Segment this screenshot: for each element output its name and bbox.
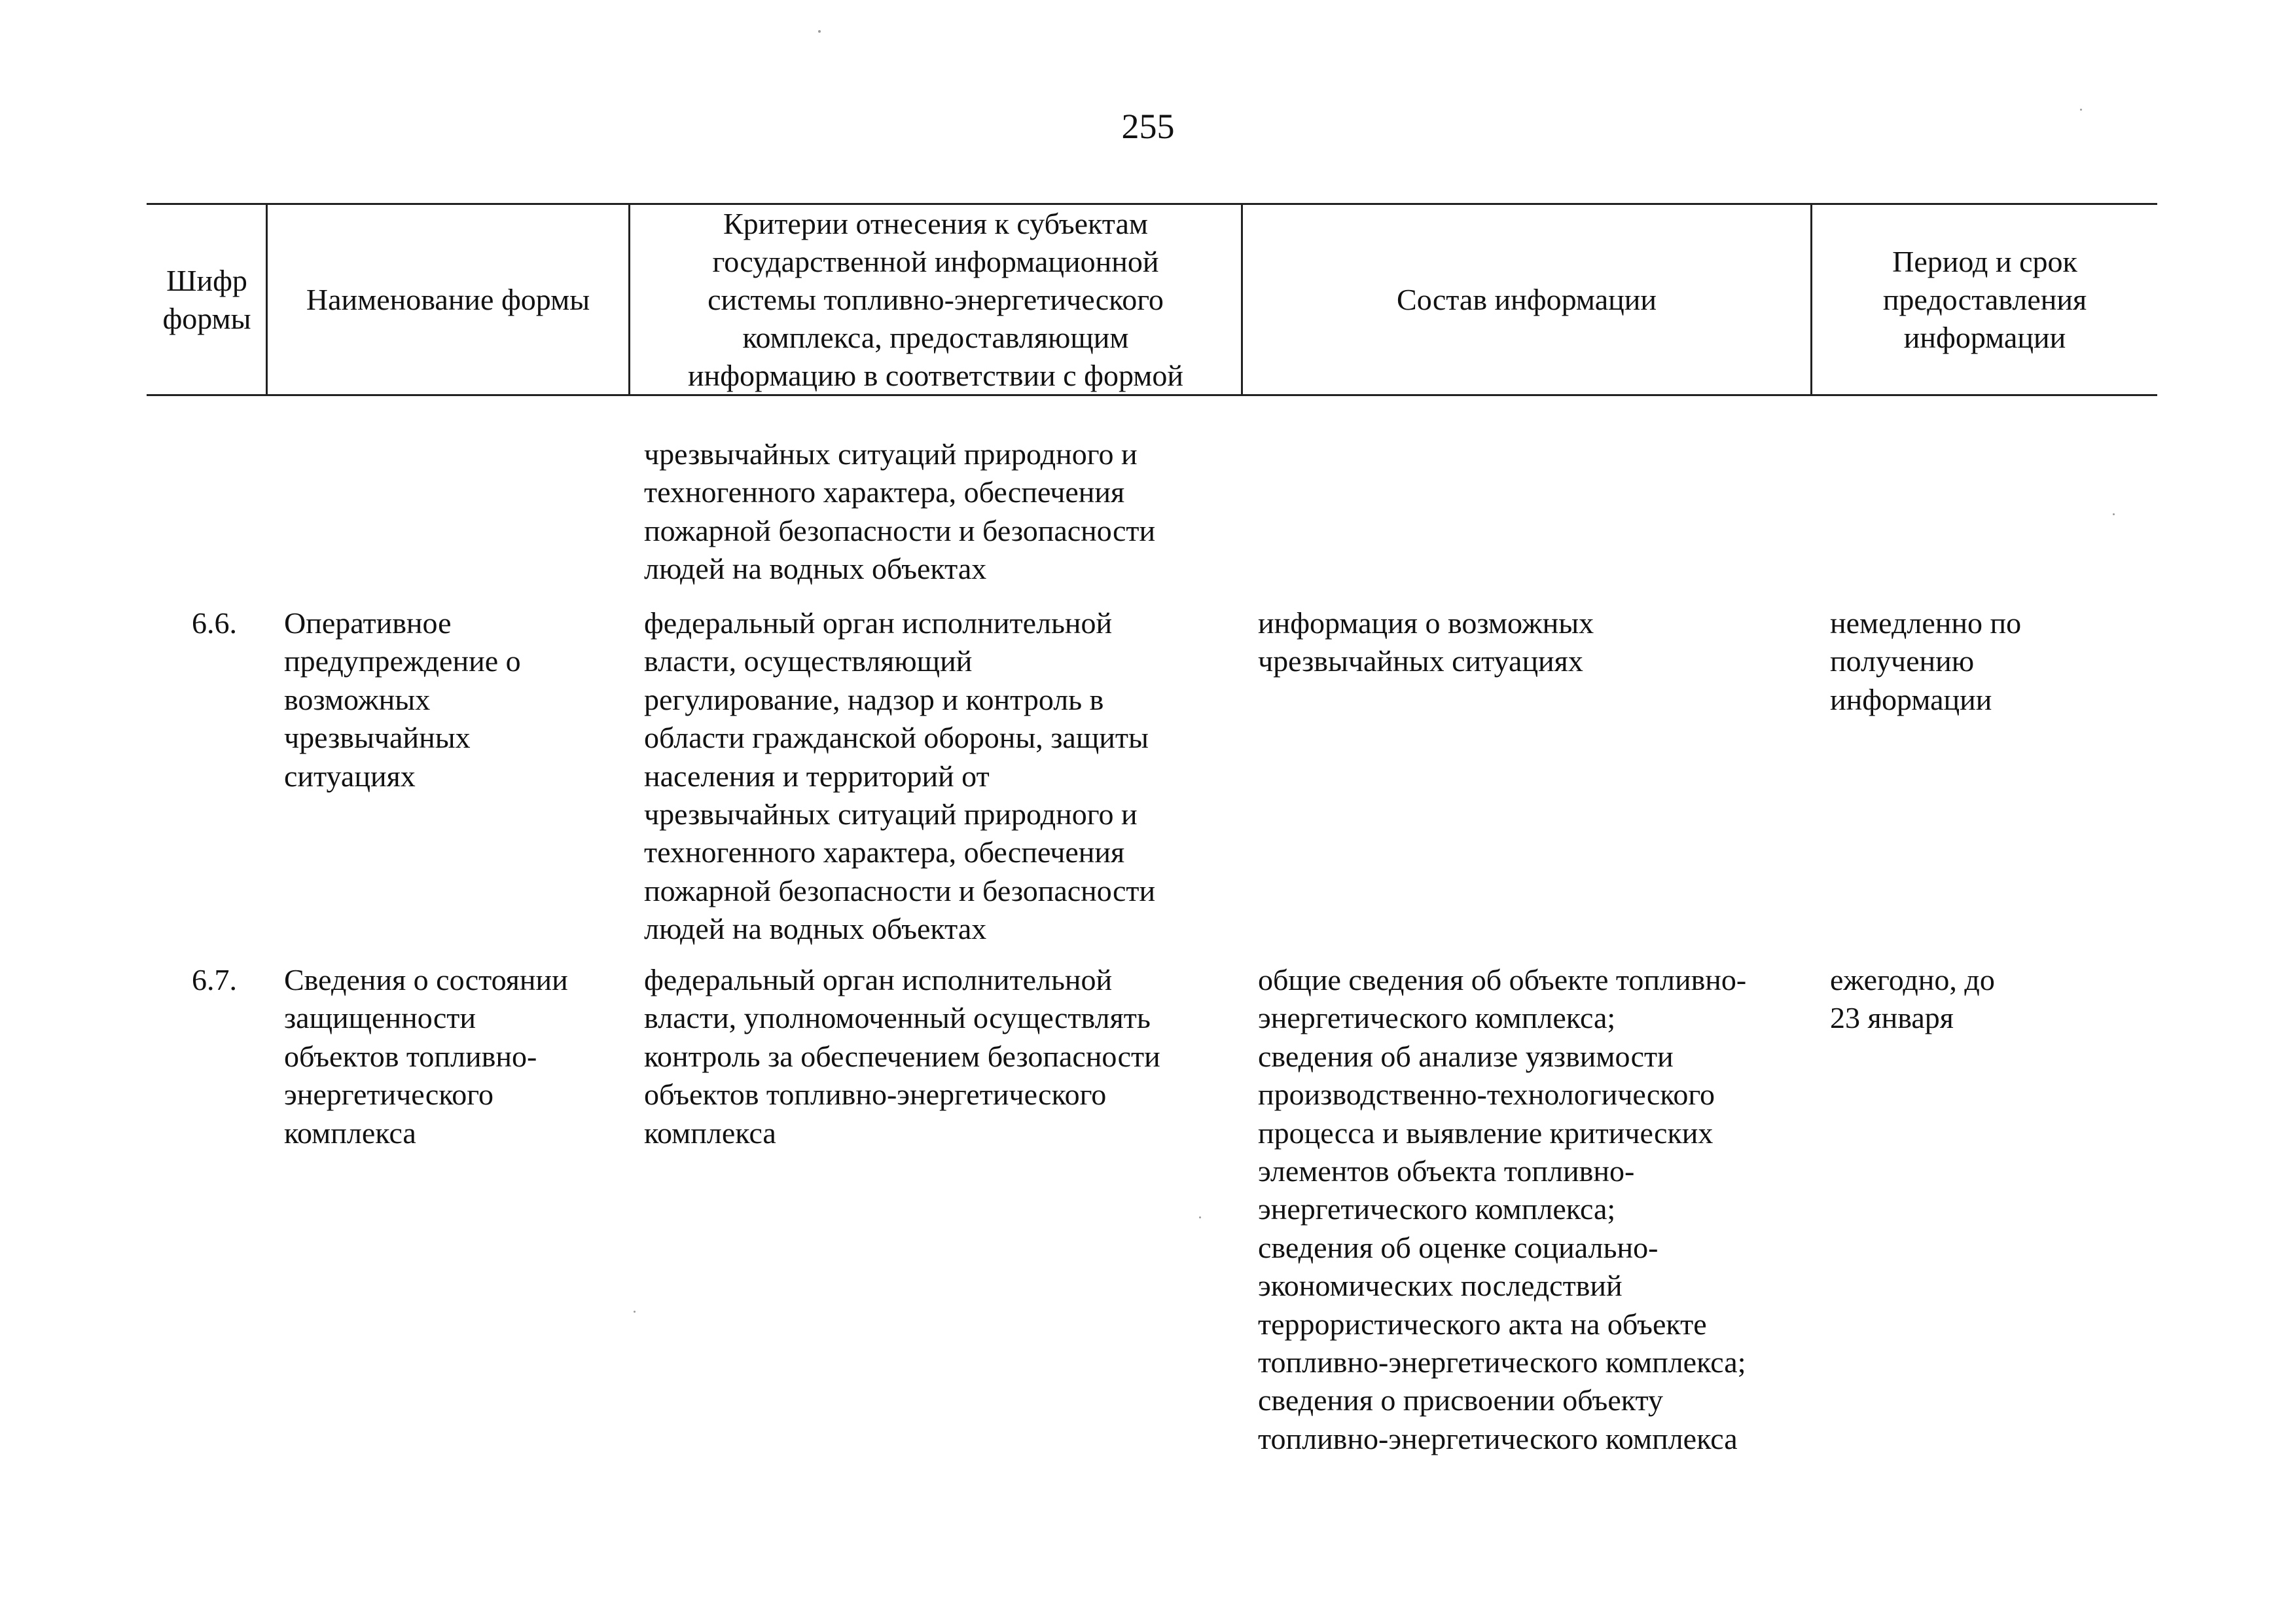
row-6-6-criteria: федеральный орган исполнительной власти, осуществляющий регулирование, надзор и контроль в области гражданской обороны, защиты населения и территорий от чрезвычайных ситуаций природного и техногенного характера, обеспечения пожарной безопасности и безопасности людей на водных объектах: [644, 606, 1156, 946]
row-6-6-form-name: Оперативное предупреждение о возможных чрезвычайных ситуациях: [284, 606, 521, 793]
row-6-6-information-content: информация о возможных чрезвычайных ситуациях: [1258, 606, 1594, 678]
header-form-name: Наименование формы: [306, 283, 590, 317]
row-6-7-code: 6.7.: [192, 963, 237, 996]
row-6-6-period: немедленно по получению информации: [1830, 606, 2022, 716]
page-number: 255: [1121, 107, 1175, 146]
scan-speck: [1199, 1216, 1201, 1218]
scan-speck: [818, 30, 821, 33]
row-6-7-form-name: Сведения о состоянии защищенности объектов топливно- энергетического комплекса: [284, 963, 568, 1150]
row-6-7-period: ежегодно, до 23 января: [1830, 963, 1995, 1035]
row-6-7-criteria: федеральный орган исполнительной власти, уполномоченный осуществлять контроль за обеспечением безопасности объектов топливно-энергетического комплекса: [644, 963, 1160, 1150]
scan-speck: [634, 1311, 636, 1313]
continuation-criteria: чрезвычайных ситуаций природного и техногенного характера, обеспечения пожарной безопасности и безопасности людей на водных объектах: [644, 437, 1156, 586]
header-criteria: Критерии отнесения к субъектам государственной информационной системы топливно-энергетического комплекса, предоставляющим информацию в соответствии с формой: [687, 207, 1184, 392]
row-6-7-information-content: общие сведения об объекте топливно- энергетического комплекса; сведения об анализе уязвимости производственно-технологического процесса и выявление критических элементов объекта топливно- энергетического комплекса; сведения об оценке социально- экономических последствий террористического акта на объекте топливно-энергетического комплекса; сведения о присвоении объекту топливно-энергетического комплекса: [1258, 963, 1747, 1455]
scan-speck: [2080, 109, 2082, 111]
row-6-6-code: 6.6.: [192, 606, 237, 640]
header-form-code: Шифр формы: [162, 264, 251, 335]
scan-speck: [2113, 513, 2115, 515]
header-information-content: Состав информации: [1397, 283, 1657, 317]
header-period: Период и срок предоставления информации: [1882, 245, 2087, 354]
